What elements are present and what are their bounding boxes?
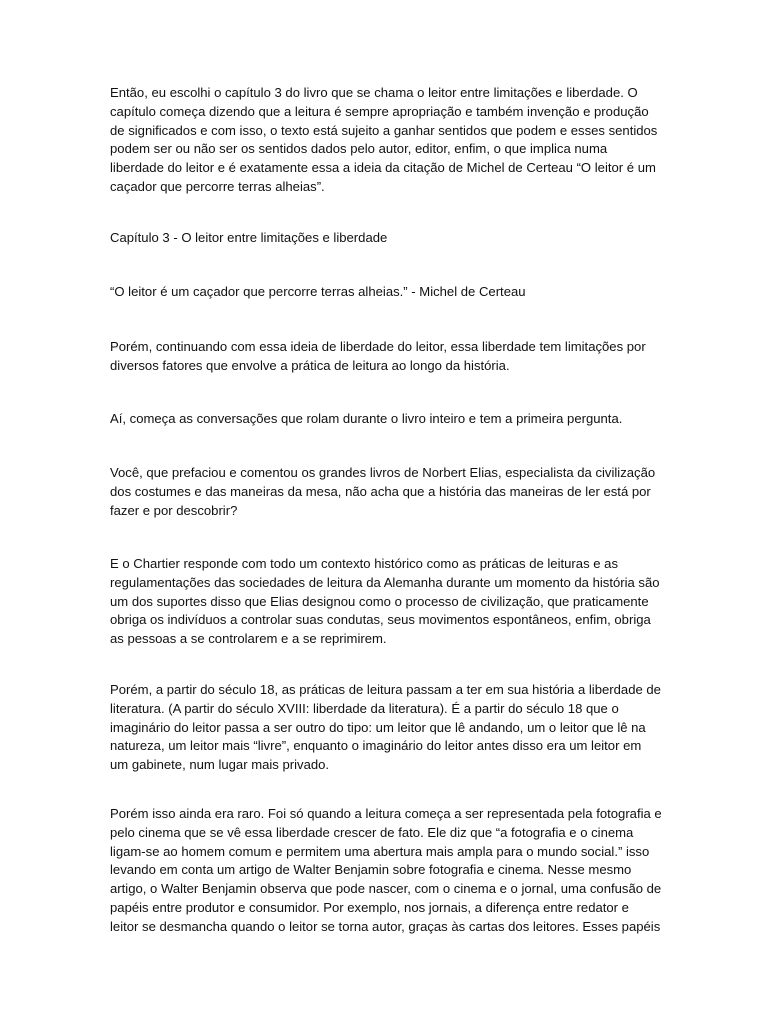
text-line: natureza, um leitor mais “livre”, enquanto o imaginário do leitor antes disso era um leitor em	[110, 738, 642, 754]
text-line: as pessoas a se controlarem e a se reprimirem.	[110, 631, 387, 647]
paragraph-conversations	[110, 410, 660, 429]
text-line: ligam-se ao homem comum e permitem uma abertura mais ampla para o mundo social.” isso	[110, 843, 650, 859]
quote-paragraph	[110, 283, 660, 302]
text-line: Então, eu escolhi o capítulo 3 do livro que se chama o leitor entre limitações e liberdade. O	[110, 85, 638, 100]
text-line: literatura. (A partir do século XVIII: liberdade da literatura). É a partir do século 18 que o	[110, 700, 619, 716]
paragraph-century-18	[110, 681, 660, 775]
text-line: “O leitor é um caçador que percorre terras alheias.” - Michel de Certeau	[110, 284, 526, 299]
text-line: obriga os indivíduos a controlar suas condutas, seus movimentos espontâneos, enfim, obriga	[110, 612, 651, 628]
text-line: regulamentações das sociedades de leitura da Alemanha durante um momento da história são	[110, 574, 660, 590]
paragraph-question	[110, 464, 660, 520]
text-line: um gabinete, num lugar mais privado.	[110, 757, 330, 773]
text-line: Porém, continuando com essa ideia de liberdade do leitor, essa liberdade tem limitações por	[110, 339, 646, 354]
text-line: Porém isso ainda era raro. Foi só quando a leitura começa a ser representada pela fotografia e	[110, 806, 662, 821]
text-line: dos costumes e das maneiras da mesa, não acha que a história das maneiras de ler está por	[110, 483, 651, 499]
text-line: Você, que prefaciou e comentou os grandes livros de Norbert Elias, especialista da civilização	[110, 465, 656, 480]
chapter-heading	[110, 229, 660, 248]
text-line: de significados e com isso, o texto está sujeito a ganhar sentidos que podem e esses sentidos	[110, 122, 658, 138]
text-line: imaginário do leitor passa a ser outro do tipo: um leitor que lê andando, um o leitor que lê na	[110, 719, 646, 735]
text-line: diversos fatores que envolve a prática de leitura ao longo da história.	[110, 357, 510, 373]
text-line: leitor se desmancha quando o leitor se torna autor, graças às cartas dos leitores. Esses papéis	[110, 918, 661, 934]
text-line: podem ser ou não ser os sentidos dados pelo autor, editor, enfim, o que implica numa	[110, 141, 608, 157]
text-line: um dos suportes disso que Elias designou como o processo de civilização, que praticamente	[110, 593, 649, 609]
text-line: E o Chartier responde com todo um contexto histórico como as práticas de leituras e as	[110, 556, 618, 571]
text-line: caçador que percorre terras alheias”.	[110, 178, 325, 194]
paragraph-chartier-answer	[110, 555, 660, 649]
text-line: liberdade do leitor e é exatamente essa a ideia da citação de Michel de Certeau “O leitor é um	[110, 160, 656, 176]
text-line: capítulo começa dizendo que a leitura é sempre apropriação e também invenção e produção	[110, 103, 649, 119]
text-line: Capítulo 3 - O leitor entre limitações e liberdade	[110, 230, 388, 245]
paragraph-limitations	[110, 338, 660, 376]
text-line: Porém, a partir do século 18, as práticas de leitura passam a ter em sua história a liberdade de	[110, 682, 661, 697]
text-line: fazer e por descobrir?	[110, 502, 238, 518]
paragraph-photography-cinema	[110, 805, 660, 937]
text-line: Aí, começa as conversações que rolam durante o livro inteiro e tem a primeira pergunta.	[110, 411, 623, 426]
text-line: levando em conta um artigo de Walter Benjamin sobre fotografia e cinema. Nesse mesmo	[110, 862, 632, 878]
text-line: pelo cinema que se vê essa liberdade crescer de fato. Ele diz que “a fotografia e o cinema	[110, 824, 634, 840]
text-line: papéis entre produtor e consumidor. Por exemplo, nos jornais, a diferença entre redator e	[110, 899, 629, 915]
text-line: artigo, o Walter Benjamin observa que pode nascer, com o cinema e o jornal, uma confusão de	[110, 881, 662, 897]
paragraph-intro	[110, 84, 660, 197]
